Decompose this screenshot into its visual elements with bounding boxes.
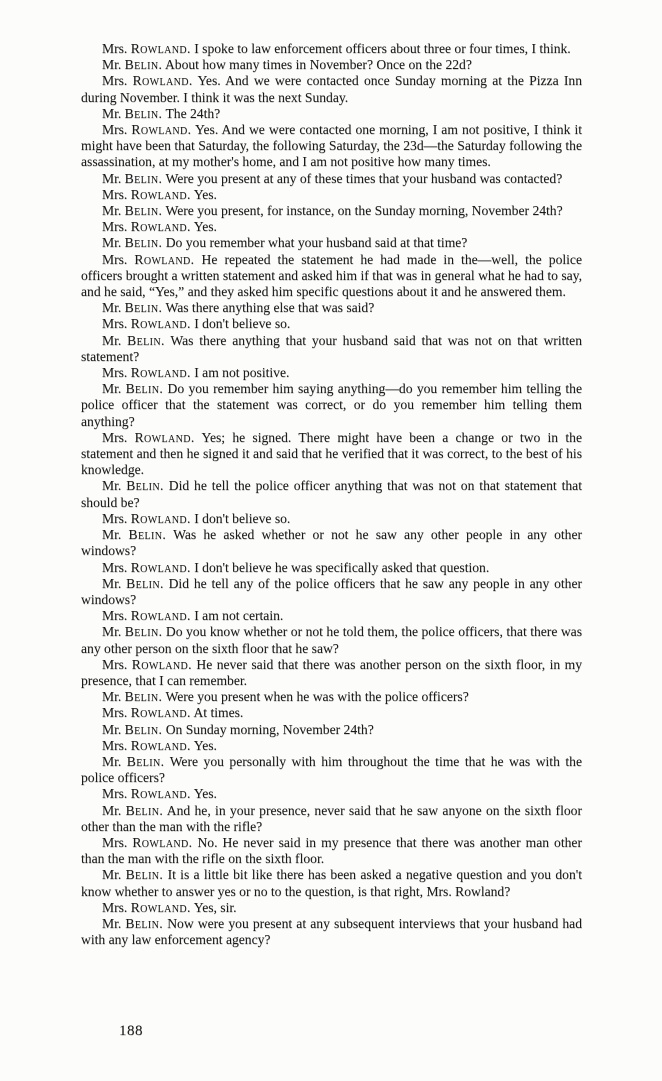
speaker-prefix: Mr. [102, 170, 122, 186]
speaker-label [102, 527, 166, 542]
speaker-name: Rowland. [130, 41, 191, 56]
dialogue-paragraph [81, 689, 582, 705]
speaker-prefix: Mrs. [102, 429, 128, 445]
dialogue-paragraph [81, 511, 582, 527]
speaker-name: Rowland. [130, 219, 191, 235]
speech-text: I spoke to law enforcement officers about three or four times, I think. [194, 41, 571, 56]
speaker-label [102, 235, 162, 250]
speech-text: Yes. And we were contacted once Sunday morning at the Pizza Inn during November. I think it was the next Sunday. [81, 73, 582, 105]
dialogue-paragraph [81, 333, 582, 365]
speaker-name: Rowland. [130, 786, 191, 802]
dialogue-paragraph [81, 624, 582, 656]
speaker-prefix: Mr. [102, 527, 122, 543]
speaker-label [102, 689, 162, 704]
speaker-label [102, 803, 163, 818]
transcript-text-block [81, 41, 582, 948]
speech-text: He never said that there was another person on the sixth floor, in my presence, that I can remember. [81, 656, 583, 688]
speaker-label [102, 624, 162, 639]
speech-text: Yes. And we were contacted one morning, I am not positive, I think it might have been that Saturday, the following Saturday, the 23d—the Saturday following the assassination, at my mother's home, and I am not positive how many times. [81, 122, 582, 170]
speaker-label [102, 381, 163, 396]
speaker-label [102, 705, 191, 720]
speaker-prefix: Mrs. [102, 73, 128, 89]
speaker-prefix: Mrs. [102, 251, 128, 267]
speech-text: Was there anything that your husband said that was not on that written statement? [81, 332, 582, 364]
speaker-label [102, 657, 192, 672]
speaker-label [102, 252, 194, 267]
dialogue-paragraph [81, 203, 582, 219]
speaker-label [102, 106, 162, 121]
dialogue-paragraph [81, 527, 582, 559]
dialogue-paragraph [81, 365, 582, 381]
speaker-label [102, 576, 164, 591]
speaker-label [102, 916, 163, 931]
speaker-label [102, 511, 191, 526]
speech-text: Was he asked whether or not he saw any other people in any other windows? [81, 527, 582, 559]
speaker-prefix: Mr. [102, 753, 122, 769]
speaker-label [102, 316, 191, 331]
speaker-prefix: Mr. [102, 867, 122, 883]
dialogue-paragraph [81, 657, 582, 689]
speech-text: Yes, sir. [193, 899, 237, 915]
speaker-name: Rowland. [130, 316, 191, 332]
dialogue-paragraph [81, 576, 582, 608]
speaker-prefix: Mr. [102, 203, 122, 219]
speech-text: On Sunday morning, November 24th? [165, 721, 374, 737]
speaker-prefix: Mr. [102, 689, 122, 705]
dialogue-paragraph [81, 235, 582, 251]
speaker-label [102, 786, 191, 801]
speaker-name: Belin. [124, 689, 163, 705]
speaker-name: Rowland. [130, 365, 191, 381]
speaker-label [102, 365, 191, 380]
speaker-name: Belin. [124, 300, 163, 316]
dialogue-paragraph [81, 916, 582, 948]
speaker-prefix: Mrs. [102, 899, 128, 915]
speech-text: I am not certain. [194, 608, 284, 624]
dialogue-paragraph [81, 122, 582, 171]
speech-text: Do you know whether or not he told them, the police officers, that there was any other person on the sixth floor that he saw? [81, 624, 582, 656]
speaker-name: Rowland. [130, 510, 191, 526]
dialogue-paragraph [81, 835, 582, 867]
speaker-label [102, 478, 164, 493]
speaker-name: Belin. [126, 478, 164, 494]
speaker-prefix: Mrs. [102, 786, 128, 802]
speaker-name: Rowland. [130, 737, 191, 753]
speaker-prefix: Mr. [102, 300, 122, 316]
speaker-label [102, 430, 195, 445]
speech-text: Were you personally with him throughout the time that he was with the police officers? [81, 753, 582, 786]
speaker-prefix: Mrs. [102, 656, 128, 672]
speaker-prefix: Mrs. [102, 365, 128, 381]
speaker-name: Belin. [126, 575, 164, 591]
speaker-prefix: Mr. [102, 235, 122, 251]
speaker-label [102, 187, 191, 202]
speech-text: And he, in your presence, never said that he saw anyone on the sixth floor other than the man with the rifle? [81, 802, 582, 834]
speech-text: Did he tell any of the police officers that he saw any people in any other windows? [81, 575, 583, 607]
speech-text: It is a little bit like there has been asked a negative question and you don't know whether to answer yes or no to the question, is that right, Mrs. Rowland? [81, 867, 583, 899]
speaker-label [102, 203, 162, 218]
speaker-prefix: Mrs. [102, 41, 128, 56]
dialogue-paragraph [81, 722, 582, 738]
speech-text: About how many times in November? Once on the 22d? [164, 57, 472, 73]
speaker-name: Rowland. [132, 834, 193, 850]
dialogue-paragraph [81, 478, 582, 510]
speaker-label [102, 41, 191, 56]
speaker-name: Rowland. [130, 559, 191, 575]
speech-text: Now were you present at any subsequent interviews that your husband had with any law enforcement agency? [81, 915, 583, 948]
dialogue-paragraph [81, 106, 582, 122]
speaker-prefix: Mr. [102, 332, 122, 348]
speaker-prefix: Mr. [102, 721, 122, 737]
speech-text: Do you remember him saying anything—do you remember him telling the police officer that the statement was correct, or do you remember him telling them anything? [81, 381, 583, 429]
speaker-name: Rowland. [130, 899, 191, 915]
speaker-label [102, 333, 165, 348]
dialogue-paragraph [81, 171, 582, 187]
speech-text: At times. [193, 705, 244, 721]
page-number: 188 [119, 1023, 143, 1039]
speaker-prefix: Mr. [102, 915, 122, 931]
speaker-label [102, 900, 191, 915]
dialogue-paragraph [81, 900, 582, 916]
speaker-prefix: Mrs. [102, 608, 128, 624]
speaker-name: Rowland. [130, 705, 191, 721]
speaker-prefix: Mr. [102, 381, 122, 397]
speaker-label [102, 754, 164, 769]
speaker-prefix: Mr. [102, 478, 122, 494]
speaker-name: Rowland. [131, 122, 192, 138]
speaker-name: Belin. [125, 381, 164, 397]
speech-text: Were you present, for instance, on the Sunday morning, November 24th? [165, 203, 563, 219]
speaker-prefix: Mrs. [102, 316, 128, 332]
speaker-name: Rowland. [130, 186, 191, 202]
speaker-name: Belin. [124, 235, 163, 251]
dialogue-paragraph [81, 252, 582, 301]
speaker-prefix: Mr. [102, 575, 122, 591]
speaker-label [102, 867, 163, 882]
dialogue-paragraph [81, 803, 582, 835]
dialogue-paragraph [81, 738, 582, 754]
speaker-name: Rowland. [132, 73, 193, 89]
dialogue-paragraph [81, 381, 582, 430]
speaker-prefix: Mrs. [102, 705, 128, 721]
speaker-label [102, 219, 191, 234]
dialogue-paragraph [81, 867, 582, 899]
speaker-name: Rowland. [130, 608, 191, 624]
speaker-prefix: Mrs. [102, 186, 128, 202]
speaker-name: Belin. [125, 867, 164, 883]
speaker-name: Belin. [125, 915, 164, 931]
speech-text: Yes. [193, 219, 217, 235]
speaker-name: Rowland. [131, 656, 192, 672]
dialogue-paragraph [81, 560, 582, 576]
speech-text: I don't believe so. [194, 316, 291, 332]
speech-text: Did he tell the police officer anything that was not on that statement that should be? [81, 478, 582, 510]
speech-text: I don't believe so. [194, 510, 291, 526]
speaker-prefix: Mrs. [102, 834, 128, 850]
speech-text: Yes. [193, 186, 217, 202]
speech-text: Yes; he signed. There might have been a change or two in the statement and then he signed it and said that he verified that it was correct, to the best of his knowledge. [81, 429, 582, 478]
speech-text: Were you present when he was with the police officers? [165, 689, 469, 705]
speech-text: I don't believe he was specifically asked that question. [194, 559, 490, 575]
speech-text: Do you remember what your husband said at that time? [165, 235, 468, 251]
speech-text: Yes. [193, 786, 217, 802]
speech-text: Were you present at any of these times that your husband was contacted? [165, 170, 563, 186]
speaker-name: Belin. [127, 332, 165, 348]
speaker-name: Belin. [124, 721, 163, 737]
speaker-name: Belin. [128, 527, 167, 543]
dialogue-paragraph [81, 608, 582, 624]
speech-text: Yes. [193, 737, 217, 753]
speaker-prefix: Mr. [102, 57, 122, 73]
speaker-label [102, 171, 162, 186]
dialogue-paragraph [81, 187, 582, 203]
speaker-prefix: Mrs. [102, 122, 128, 138]
speaker-label [102, 835, 192, 850]
speaker-label [102, 122, 191, 137]
speaker-name: Rowland. [134, 429, 195, 445]
speaker-name: Belin. [124, 203, 163, 219]
dialogue-paragraph [81, 41, 582, 57]
speaker-label [102, 300, 162, 315]
speaker-prefix: Mr. [102, 624, 122, 640]
speech-text: The 24th? [165, 105, 221, 121]
speaker-name: Belin. [126, 753, 165, 769]
speaker-name: Rowland. [134, 251, 195, 267]
speech-text: He repeated the statement he had made in the—well, the police officers brought a written statement and asked him if that was in general what he had to say, and he said, “Yes,” and they asked him specific questions about it and he answered them. [81, 251, 582, 300]
speaker-prefix: Mr. [102, 105, 122, 121]
dialogue-paragraph [81, 754, 582, 786]
dialogue-paragraph [81, 57, 582, 73]
dialogue-paragraph [81, 300, 582, 316]
dialogue-paragraph [81, 316, 582, 332]
speaker-name: Belin. [124, 105, 163, 121]
speaker-prefix: Mrs. [102, 737, 128, 753]
dialogue-paragraph [81, 786, 582, 802]
speaker-prefix: Mr. [102, 802, 122, 818]
speaker-label [102, 73, 193, 88]
speaker-name: Belin. [125, 802, 164, 818]
speaker-prefix: Mrs. [102, 219, 128, 235]
speaker-name: Belin. [124, 624, 163, 640]
dialogue-paragraph [81, 219, 582, 235]
dialogue-paragraph [81, 73, 582, 105]
speaker-label [102, 608, 191, 623]
speaker-label [102, 722, 162, 737]
speaker-prefix: Mrs. [102, 510, 128, 526]
speaker-prefix: Mrs. [102, 559, 128, 575]
speaker-label [102, 57, 162, 72]
dialogue-paragraph [81, 430, 582, 479]
speaker-label [102, 560, 191, 575]
speech-text: Was there anything else that was said? [165, 300, 375, 316]
speaker-name: Belin. [124, 57, 163, 73]
dialogue-paragraph [81, 705, 582, 721]
speaker-label [102, 738, 191, 753]
speech-text: No. He never said in my presence that there was another man other than the man with the rifle on the sixth floor. [81, 834, 582, 867]
speech-text: I am not positive. [194, 365, 290, 381]
speaker-name: Belin. [124, 170, 163, 186]
